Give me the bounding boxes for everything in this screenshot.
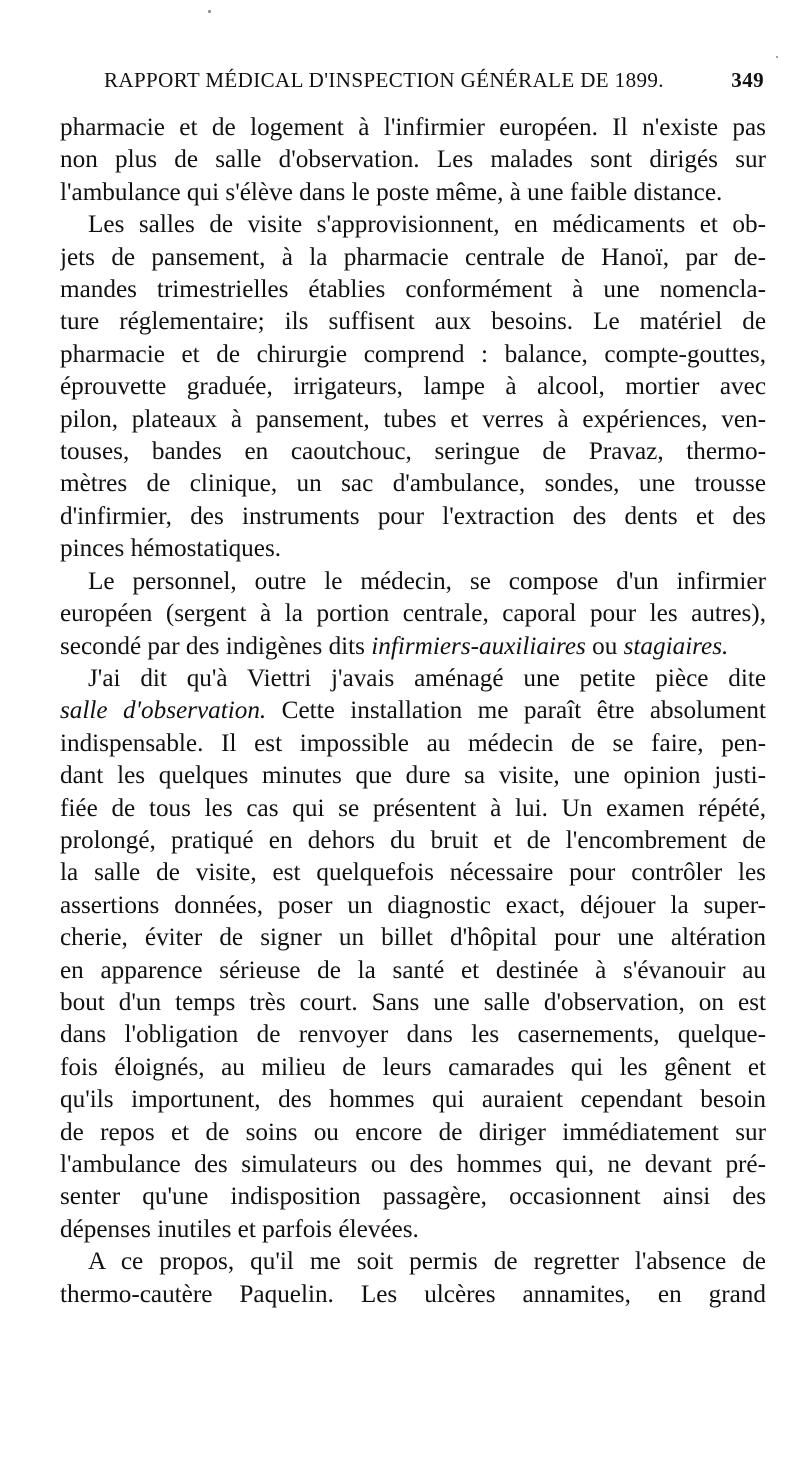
text-line: cherie, éviter de signer un billet d'hôpital pour une altération — [60, 924, 766, 952]
paragraph-4 — [60, 663, 766, 1246]
text-line: indispensable. Il est impossible au médecin de se faire, pen- — [60, 729, 766, 757]
text-line: pinces hémostatiques. — [60, 535, 282, 563]
paragraph-5 — [60, 1246, 766, 1311]
text-line: senter qu'une indisposition passagère, occasionnent ainsi des — [60, 1183, 766, 1211]
text-line: en apparence sérieuse de la santé et destinée à s'évanouir au — [60, 956, 766, 984]
book-page — [60, 60, 766, 1311]
page-header — [60, 60, 766, 100]
text-line: prolongé, pratiqué en dehors du bruit et de l'encombrement de — [60, 826, 766, 854]
text-line: éprouvette graduée, irrigateurs, lampe à alcool, mortier avec — [60, 373, 766, 401]
paragraph-2 — [60, 209, 766, 565]
text-line: qu'ils importunent, des hommes qui auraient cependant besoin — [60, 1086, 766, 1114]
text-line: non plus de salle d'observation. Les malades sont dirigés sur — [60, 146, 766, 174]
text-line: dant les quelques minutes que dure sa visite, une opinion justi- — [60, 762, 766, 790]
italic-term: infirmiers-auxiliaires — [371, 632, 586, 660]
text-line: dans l'obligation de renvoyer dans les casernements, quelque- — [60, 1021, 766, 1049]
italic-term: salle d'observation. — [60, 697, 267, 725]
text-line: A ce propos, qu'il me soit permis de regretter l'absence de — [88, 1248, 766, 1276]
text-line: fois éloignés, au milieu de leurs camarades qui les gênent et — [60, 1053, 766, 1081]
text-line: l'ambulance qui s'élève dans le poste même, à une faible distance. — [60, 178, 723, 206]
text-line: la salle de visite, est quelquefois nécessaire pour contrôler les — [60, 859, 766, 887]
text-line: mandes trimestrielles établies conformément à une nomencla- — [60, 276, 766, 304]
text-line: pharmacie et de logement à l'infirmier européen. Il n'existe pas — [60, 114, 766, 141]
text-line: bout d'un temps très court. Sans une salle d'observation, on est — [60, 988, 766, 1016]
text-line: pharmacie et de chirurgie comprend : balance, compte-gouttes, — [60, 340, 766, 368]
text-line: pilon, plateaux à pansement, tubes et verres à expériences, ven- — [60, 405, 766, 433]
text-line: J'ai dit qu'à Viettri j'avais aménagé une petite pièce dite — [88, 664, 766, 692]
text-line — [60, 695, 766, 727]
running-title: RAPPORT MÉDICAL D'INSPECTION GÉNÉRALE DE 1899. — [104, 68, 664, 92]
text-line: de repos et de soins ou encore de diriger immédiatement sur — [60, 1118, 766, 1146]
scan-speck — [776, 56, 778, 58]
text-segment: secondé par des indigènes dits — [60, 632, 372, 660]
scan-speck — [208, 10, 211, 13]
page-number: 349 — [731, 68, 764, 92]
italic-term: stagiaires. — [623, 632, 729, 660]
text-line: ture réglementaire; ils suffisent aux besoins. Le matériel de — [60, 308, 766, 336]
text-line: thermo-cautère Paquelin. Les ulcères annamites, en grand — [60, 1280, 766, 1308]
text-line: l'ambulance des simulateurs ou des hommes qui, ne devant pré- — [60, 1151, 766, 1178]
text-line: Le personnel, outre le médecin, se compose d'un infirmier — [88, 567, 766, 595]
text-segment: ou — [585, 632, 624, 660]
text-line: mètres de clinique, un sac d'ambulance, sondes, une trousse — [60, 470, 766, 498]
text-line: jets de pansement, à la pharmacie centrale de Hanoï, par de- — [60, 243, 766, 271]
text-line: assertions données, poser un diagnostic exact, déjouer la super- — [60, 891, 766, 919]
text-segment: Cette installation me paraît être absolument — [266, 697, 766, 725]
paragraph-3 — [60, 566, 766, 663]
text-line: d'infirmier, des instruments pour l'extraction des dents et des — [60, 502, 766, 530]
body-text — [60, 112, 766, 1311]
paragraph-1 — [60, 112, 766, 209]
text-line: européen (sergent à la portion centrale, caporal pour les autres), — [60, 600, 766, 628]
text-line — [60, 631, 766, 663]
text-line: touses, bandes en caoutchouc, seringue de Pravaz, thermo- — [60, 438, 766, 466]
text-line: fiée de tous les cas qui se présentent à lui. Un examen répété, — [60, 794, 766, 822]
text-line: Les salles de visite s'approvisionnent, en médicaments et ob- — [88, 211, 766, 239]
text-line: dépenses inutiles et parfois élevées. — [60, 1215, 419, 1243]
